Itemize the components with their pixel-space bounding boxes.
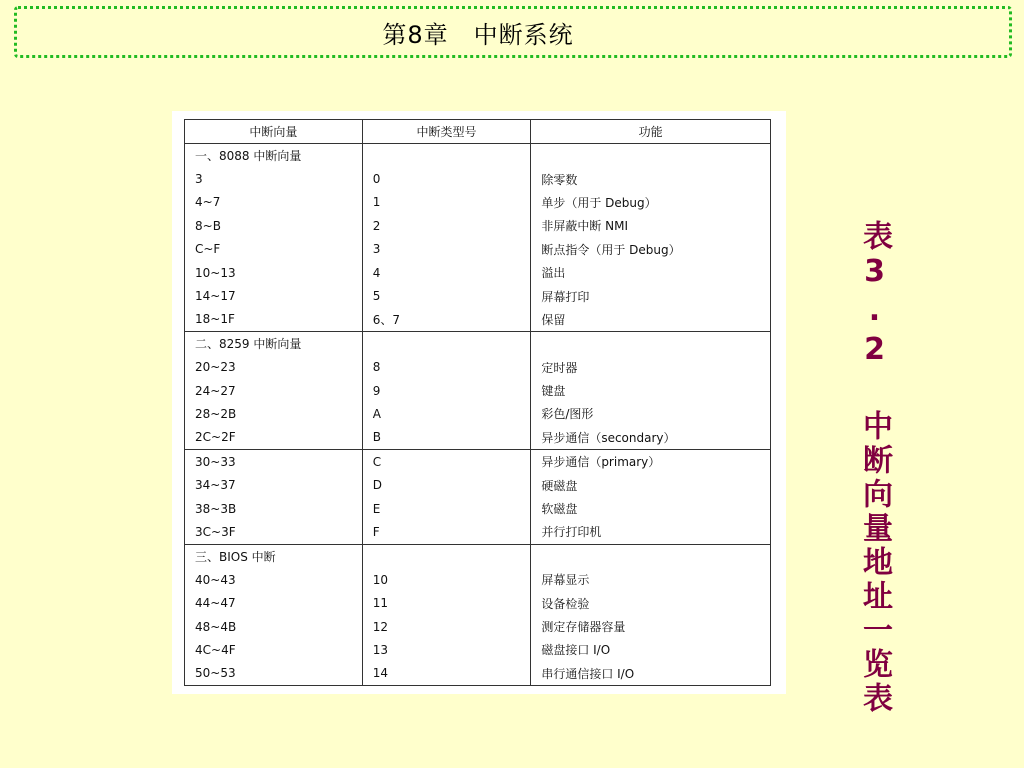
side-title: 表3.2 中断向量地址一览表 <box>857 220 892 716</box>
cell-vector: 4~7 <box>185 191 363 214</box>
cell-type: 2 <box>362 214 531 237</box>
cell-function: 异步通信（secondary） <box>531 426 771 450</box>
cell-vector: 3C~3F <box>185 520 363 544</box>
column-header-vector: 中断向量 <box>185 120 363 144</box>
cell-type: 14 <box>362 662 531 686</box>
page-title: 第8章 中断系统 <box>382 20 574 49</box>
cell-type: 0 <box>362 167 531 190</box>
table-row <box>185 638 771 661</box>
table-row <box>185 497 771 520</box>
table-header-row <box>185 120 771 144</box>
table-row <box>185 214 771 237</box>
table-row <box>185 520 771 544</box>
table-row <box>185 379 771 402</box>
table-row <box>185 167 771 190</box>
cell-function: 单步（用于 Debug） <box>531 191 771 214</box>
table-row <box>185 402 771 425</box>
cell-function: 定时器 <box>531 356 771 379</box>
cell-type: B <box>362 426 531 450</box>
table-row <box>185 450 771 474</box>
table-image <box>172 111 786 694</box>
cell-vector: 20~23 <box>185 356 363 379</box>
cell-function: 硬磁盘 <box>531 473 771 496</box>
table-row <box>185 615 771 638</box>
cell-vector: 二、8259 中断向量 <box>185 332 363 356</box>
interrupt-vector-table <box>184 119 771 686</box>
cell-type: F <box>362 520 531 544</box>
cell-function: 非屏蔽中断 NMI <box>531 214 771 237</box>
cell-function: 软磁盘 <box>531 497 771 520</box>
table-row <box>185 332 771 356</box>
table-row <box>185 191 771 214</box>
cell-vector: 30~33 <box>185 450 363 474</box>
cell-vector: C~F <box>185 238 363 261</box>
cell-function: 断点指令（用于 Debug） <box>531 238 771 261</box>
cell-vector: 4C~4F <box>185 638 363 661</box>
cell-type: 11 <box>362 591 531 614</box>
column-header-function: 功能 <box>531 120 771 144</box>
cell-type: 5 <box>362 284 531 307</box>
cell-vector: 14~17 <box>185 284 363 307</box>
cell-vector: 一、8088 中断向量 <box>185 144 363 168</box>
cell-type: 4 <box>362 261 531 284</box>
cell-vector: 40~43 <box>185 568 363 591</box>
cell-function: 串行通信接口 I/O <box>531 662 771 686</box>
table-row <box>185 426 771 450</box>
table-row <box>185 261 771 284</box>
cell-function: 并行打印机 <box>531 520 771 544</box>
cell-function: 设备检验 <box>531 591 771 614</box>
cell-type: 6、7 <box>362 308 531 332</box>
table-row <box>185 591 771 614</box>
cell-vector: 48~4B <box>185 615 363 638</box>
cell-vector: 50~53 <box>185 662 363 686</box>
cell-vector: 44~47 <box>185 591 363 614</box>
cell-type: 8 <box>362 356 531 379</box>
column-header-type: 中断类型号 <box>362 120 531 144</box>
cell-function <box>531 144 771 168</box>
cell-type <box>362 332 531 356</box>
cell-vector: 18~1F <box>185 308 363 332</box>
cell-function: 测定存储器容量 <box>531 615 771 638</box>
cell-vector: 28~2B <box>185 402 363 425</box>
table-row <box>185 473 771 496</box>
table-row <box>185 238 771 261</box>
cell-type: A <box>362 402 531 425</box>
cell-type: D <box>362 473 531 496</box>
cell-function: 彩色/图形 <box>531 402 771 425</box>
cell-function: 屏幕打印 <box>531 284 771 307</box>
table-row <box>185 356 771 379</box>
cell-type: E <box>362 497 531 520</box>
cell-function <box>531 332 771 356</box>
cell-type: 10 <box>362 568 531 591</box>
cell-vector: 38~3B <box>185 497 363 520</box>
cell-vector: 34~37 <box>185 473 363 496</box>
cell-vector: 8~B <box>185 214 363 237</box>
table-row <box>185 284 771 307</box>
cell-vector: 10~13 <box>185 261 363 284</box>
cell-type: 13 <box>362 638 531 661</box>
cell-type: 12 <box>362 615 531 638</box>
cell-function: 键盘 <box>531 379 771 402</box>
cell-vector: 24~27 <box>185 379 363 402</box>
cell-function: 除零数 <box>531 167 771 190</box>
cell-type <box>362 144 531 168</box>
table-row <box>185 662 771 686</box>
table-row <box>185 308 771 332</box>
cell-type: 3 <box>362 238 531 261</box>
header-box <box>14 6 1012 58</box>
cell-function: 屏幕显示 <box>531 568 771 591</box>
cell-type: C <box>362 450 531 474</box>
cell-type: 9 <box>362 379 531 402</box>
table-row <box>185 544 771 568</box>
cell-function: 保留 <box>531 308 771 332</box>
cell-vector: 三、BIOS 中断 <box>185 544 363 568</box>
cell-function: 异步通信（primary） <box>531 450 771 474</box>
cell-function <box>531 544 771 568</box>
cell-type: 1 <box>362 191 531 214</box>
cell-vector: 3 <box>185 167 363 190</box>
table-row <box>185 568 771 591</box>
cell-function: 溢出 <box>531 261 771 284</box>
table-row <box>185 144 771 168</box>
cell-type <box>362 544 531 568</box>
cell-function: 磁盘接口 I/O <box>531 638 771 661</box>
cell-vector: 2C~2F <box>185 426 363 450</box>
